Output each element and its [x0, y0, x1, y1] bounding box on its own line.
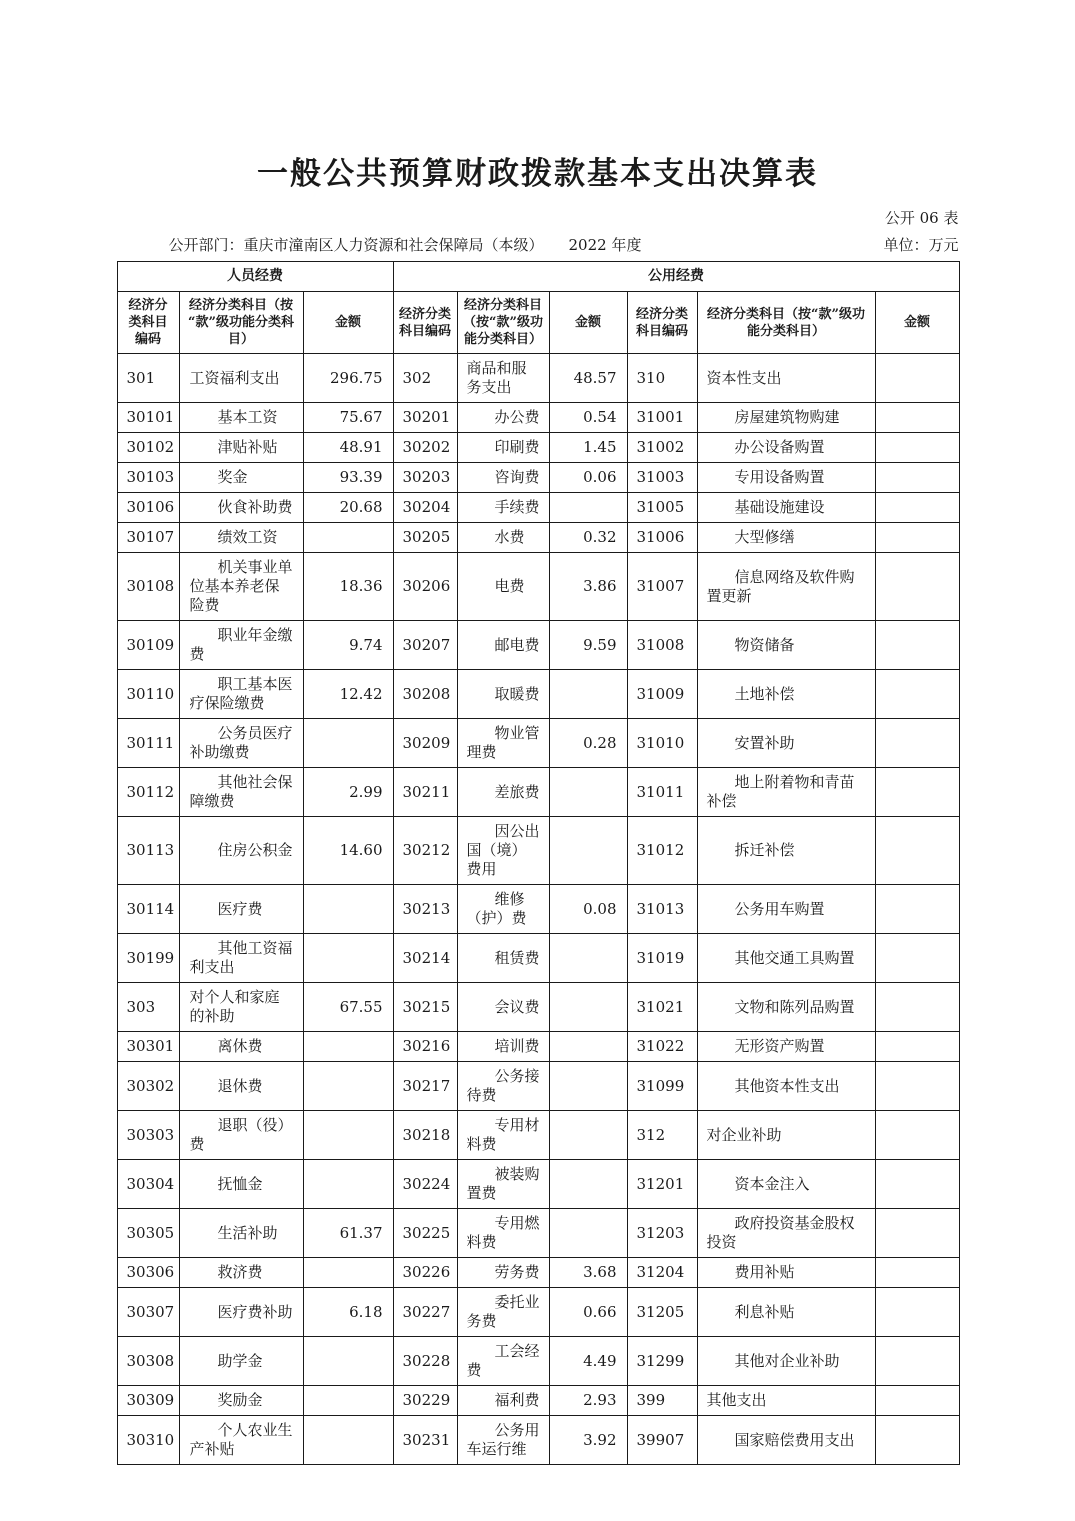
column-header-code-2: 经济分类科目编码	[393, 292, 457, 354]
amount-cell: 0.66	[549, 1288, 627, 1337]
subject-cell: 其他社会保障缴费	[179, 768, 303, 817]
code-cell: 30206	[393, 553, 457, 621]
code-cell: 30303	[117, 1111, 179, 1160]
amount-cell	[549, 1160, 627, 1209]
subject-cell: 专用燃料费	[457, 1209, 549, 1258]
table-row	[117, 1288, 959, 1337]
code-cell: 30111	[117, 719, 179, 768]
table-row	[117, 1337, 959, 1386]
code-cell: 30108	[117, 553, 179, 621]
subject-cell: 医疗费补助	[179, 1288, 303, 1337]
table-body	[117, 354, 959, 1465]
amount-cell	[549, 1111, 627, 1160]
amount-cell: 3.86	[549, 553, 627, 621]
amount-cell	[303, 1032, 393, 1062]
subject-cell: 专用材料费	[457, 1111, 549, 1160]
subject-cell: 文物和陈列品购置	[697, 983, 875, 1032]
code-cell: 31299	[627, 1337, 697, 1386]
amount-cell	[875, 1416, 959, 1465]
table-row	[117, 1032, 959, 1062]
amount-cell	[875, 354, 959, 403]
subject-cell: 会议费	[457, 983, 549, 1032]
code-cell: 30227	[393, 1288, 457, 1337]
amount-cell	[549, 768, 627, 817]
subject-cell: 抚恤金	[179, 1160, 303, 1209]
code-cell: 30204	[393, 493, 457, 523]
code-cell: 31003	[627, 463, 697, 493]
code-cell: 31011	[627, 768, 697, 817]
subject-cell: 被装购置费	[457, 1160, 549, 1209]
subject-cell: 取暖费	[457, 670, 549, 719]
table-row	[117, 463, 959, 493]
subject-cell: 办公设备购置	[697, 433, 875, 463]
subject-cell: 培训费	[457, 1032, 549, 1062]
column-header-subject-2: 经济分类科目（按“款”级功能分类科目）	[457, 292, 549, 354]
code-cell: 30103	[117, 463, 179, 493]
code-cell: 30217	[393, 1062, 457, 1111]
table-row	[117, 1062, 959, 1111]
subject-cell: 大型修缮	[697, 523, 875, 553]
amount-cell: 296.75	[303, 354, 393, 403]
subject-cell: 对个人和家庭的补助	[179, 983, 303, 1032]
code-cell: 30199	[117, 934, 179, 983]
subject-cell: 商品和服务支出	[457, 354, 549, 403]
amount-cell	[303, 1386, 393, 1416]
group-header-personnel: 人员经费	[117, 262, 393, 292]
amount-cell	[303, 719, 393, 768]
subject-cell: 电费	[457, 553, 549, 621]
subject-cell: 无形资产购置	[697, 1032, 875, 1062]
subject-cell: 资本金注入	[697, 1160, 875, 1209]
amount-cell	[875, 463, 959, 493]
code-cell: 31005	[627, 493, 697, 523]
amount-cell	[303, 1337, 393, 1386]
amount-cell	[549, 670, 627, 719]
table-code-label: 公开 06 表	[884, 209, 959, 227]
code-cell: 30201	[393, 403, 457, 433]
code-cell: 30101	[117, 403, 179, 433]
code-cell: 31099	[627, 1062, 697, 1111]
amount-cell: 61.37	[303, 1209, 393, 1258]
subject-cell: 其他资本性支出	[697, 1062, 875, 1111]
table-row	[117, 403, 959, 433]
subject-cell: 奖励金	[179, 1386, 303, 1416]
table-row	[117, 670, 959, 719]
code-cell: 30211	[393, 768, 457, 817]
code-cell: 31013	[627, 885, 697, 934]
code-cell: 31012	[627, 817, 697, 885]
subject-cell: 伙食补助费	[179, 493, 303, 523]
subject-cell: 救济费	[179, 1258, 303, 1288]
code-cell: 30109	[117, 621, 179, 670]
amount-cell	[875, 885, 959, 934]
amount-cell: 67.55	[303, 983, 393, 1032]
column-header-subject-1: 经济分类科目（按“款”级功能分类科目）	[179, 292, 303, 354]
subject-cell: 其他交通工具购置	[697, 934, 875, 983]
code-cell: 30110	[117, 670, 179, 719]
table-row	[117, 1386, 959, 1416]
subject-cell: 房屋建筑物购建	[697, 403, 875, 433]
fiscal-year-label: 2022 年度	[568, 236, 642, 254]
amount-cell	[549, 934, 627, 983]
amount-cell	[303, 1416, 393, 1465]
code-cell: 30209	[393, 719, 457, 768]
subject-cell: 生活补助	[179, 1209, 303, 1258]
subject-cell: 物业管理费	[457, 719, 549, 768]
subject-cell: 邮电费	[457, 621, 549, 670]
amount-cell	[875, 1288, 959, 1337]
code-cell: 31022	[627, 1032, 697, 1062]
amount-cell	[875, 983, 959, 1032]
code-cell: 30202	[393, 433, 457, 463]
code-cell: 30228	[393, 1337, 457, 1386]
code-cell: 30106	[117, 493, 179, 523]
amount-cell: 18.36	[303, 553, 393, 621]
group-header-public: 公用经费	[393, 262, 959, 292]
department-label: 公开部门：重庆市潼南区人力资源和社会保障局（本级）	[168, 236, 544, 254]
subject-cell: 其他工资福利支出	[179, 934, 303, 983]
code-cell: 30114	[117, 885, 179, 934]
code-cell: 30113	[117, 817, 179, 885]
subject-cell: 对企业补助	[697, 1111, 875, 1160]
code-cell: 30225	[393, 1209, 457, 1258]
table-row	[117, 1160, 959, 1209]
amount-cell: 1.45	[549, 433, 627, 463]
code-cell: 31203	[627, 1209, 697, 1258]
code-cell: 39907	[627, 1416, 697, 1465]
code-cell: 30301	[117, 1032, 179, 1062]
subject-cell: 机关事业单位基本养老保险费	[179, 553, 303, 621]
table-row	[117, 1416, 959, 1465]
code-cell: 30306	[117, 1258, 179, 1288]
column-header-code-1: 经济分类科目编码	[117, 292, 179, 354]
amount-cell: 2.93	[549, 1386, 627, 1416]
subject-cell: 委托业务费	[457, 1288, 549, 1337]
table-row	[117, 553, 959, 621]
amount-cell	[549, 493, 627, 523]
amount-cell	[303, 1258, 393, 1288]
amount-cell	[875, 1062, 959, 1111]
amount-cell: 9.74	[303, 621, 393, 670]
amount-cell: 3.68	[549, 1258, 627, 1288]
code-cell: 30229	[393, 1386, 457, 1416]
amount-cell	[875, 1386, 959, 1416]
group-header-row	[117, 262, 959, 292]
subject-cell: 退职（役）费	[179, 1111, 303, 1160]
subject-cell: 地上附着物和青苗补偿	[697, 768, 875, 817]
amount-cell	[875, 493, 959, 523]
code-cell: 30208	[393, 670, 457, 719]
amount-cell	[303, 1160, 393, 1209]
table-row	[117, 983, 959, 1032]
amount-cell: 93.39	[303, 463, 393, 493]
column-header-code-3: 经济分类科目编码	[627, 292, 697, 354]
code-cell: 30207	[393, 621, 457, 670]
table-row	[117, 354, 959, 403]
code-cell: 31007	[627, 553, 697, 621]
subject-cell: 资本性支出	[697, 354, 875, 403]
code-cell: 30213	[393, 885, 457, 934]
column-header-row	[117, 292, 959, 354]
code-cell: 31204	[627, 1258, 697, 1288]
subject-cell: 公务用车运行维	[457, 1416, 549, 1465]
amount-cell	[875, 1111, 959, 1160]
amount-cell	[303, 934, 393, 983]
code-cell: 31006	[627, 523, 697, 553]
code-cell: 312	[627, 1111, 697, 1160]
amount-cell	[549, 1032, 627, 1062]
subject-cell: 津贴补贴	[179, 433, 303, 463]
table-row	[117, 493, 959, 523]
subject-cell: 安置补助	[697, 719, 875, 768]
amount-cell: 48.91	[303, 433, 393, 463]
subject-cell: 其他对企业补助	[697, 1337, 875, 1386]
subject-cell: 个人农业生产补贴	[179, 1416, 303, 1465]
code-cell: 30310	[117, 1416, 179, 1465]
subject-cell: 印刷费	[457, 433, 549, 463]
code-cell: 30302	[117, 1062, 179, 1111]
amount-cell	[875, 523, 959, 553]
amount-cell: 20.68	[303, 493, 393, 523]
subject-cell: 国家赔偿费用支出	[697, 1416, 875, 1465]
subject-cell: 费用补贴	[697, 1258, 875, 1288]
code-cell: 303	[117, 983, 179, 1032]
subject-cell: 基本工资	[179, 403, 303, 433]
amount-cell	[875, 433, 959, 463]
amount-cell: 48.57	[549, 354, 627, 403]
amount-cell	[303, 885, 393, 934]
amount-cell	[875, 817, 959, 885]
amount-cell	[549, 817, 627, 885]
amount-cell	[875, 719, 959, 768]
amount-cell: 0.08	[549, 885, 627, 934]
amount-cell	[875, 1258, 959, 1288]
amount-cell	[875, 403, 959, 433]
code-cell: 31008	[627, 621, 697, 670]
subject-cell: 公务接待费	[457, 1062, 549, 1111]
code-cell: 31002	[627, 433, 697, 463]
subject-cell: 办公费	[457, 403, 549, 433]
table-row	[117, 523, 959, 553]
code-cell: 30231	[393, 1416, 457, 1465]
subject-cell: 基础设施建设	[697, 493, 875, 523]
amount-cell: 3.92	[549, 1416, 627, 1465]
table-row	[117, 885, 959, 934]
table-row	[117, 1111, 959, 1160]
code-cell: 30216	[393, 1032, 457, 1062]
code-cell: 30305	[117, 1209, 179, 1258]
code-cell: 31201	[627, 1160, 697, 1209]
code-cell: 30102	[117, 433, 179, 463]
subject-cell: 信息网络及软件购置更新	[697, 553, 875, 621]
subject-cell: 因公出国（境）费用	[457, 817, 549, 885]
table-row	[117, 433, 959, 463]
table-row	[117, 934, 959, 983]
code-cell: 30214	[393, 934, 457, 983]
subject-cell: 工会经费	[457, 1337, 549, 1386]
subject-cell: 手续费	[457, 493, 549, 523]
subject-cell: 其他支出	[697, 1386, 875, 1416]
amount-cell: 0.54	[549, 403, 627, 433]
amount-cell	[549, 1062, 627, 1111]
code-cell: 31010	[627, 719, 697, 768]
amount-cell	[875, 934, 959, 983]
amount-cell: 4.49	[549, 1337, 627, 1386]
subject-cell: 租赁费	[457, 934, 549, 983]
code-cell: 30226	[393, 1258, 457, 1288]
code-cell: 30112	[117, 768, 179, 817]
column-header-subject-3: 经济分类科目（按“款”级功能分类科目）	[697, 292, 875, 354]
subject-cell: 职工基本医疗保险缴费	[179, 670, 303, 719]
budget-table	[117, 261, 960, 1465]
code-cell: 31009	[627, 670, 697, 719]
amount-cell	[875, 553, 959, 621]
amount-cell: 0.06	[549, 463, 627, 493]
subject-cell: 维修（护）费	[457, 885, 549, 934]
code-cell: 30307	[117, 1288, 179, 1337]
subject-cell: 差旅费	[457, 768, 549, 817]
meta-row	[117, 234, 959, 258]
column-header-amount-1: 金额	[303, 292, 393, 354]
code-cell: 30218	[393, 1111, 457, 1160]
code-cell: 31021	[627, 983, 697, 1032]
table-row	[117, 817, 959, 885]
code-cell: 30308	[117, 1337, 179, 1386]
subject-cell: 劳务费	[457, 1258, 549, 1288]
table-row	[117, 768, 959, 817]
amount-cell	[875, 1160, 959, 1209]
amount-cell: 14.60	[303, 817, 393, 885]
amount-cell	[303, 1111, 393, 1160]
code-cell: 30309	[117, 1386, 179, 1416]
subject-cell: 离休费	[179, 1032, 303, 1062]
code-cell: 30224	[393, 1160, 457, 1209]
subject-cell: 福利费	[457, 1386, 549, 1416]
subject-cell: 专用设备购置	[697, 463, 875, 493]
amount-cell	[875, 1209, 959, 1258]
table-row	[117, 1258, 959, 1288]
subject-cell: 利息补贴	[697, 1288, 875, 1337]
subject-cell: 公务员医疗补助缴费	[179, 719, 303, 768]
subject-cell: 职业年金缴费	[179, 621, 303, 670]
code-cell: 302	[393, 354, 457, 403]
code-cell: 30215	[393, 983, 457, 1032]
amount-cell	[875, 768, 959, 817]
amount-cell: 75.67	[303, 403, 393, 433]
subject-cell: 住房公积金	[179, 817, 303, 885]
code-cell: 30205	[393, 523, 457, 553]
code-cell: 31019	[627, 934, 697, 983]
code-cell: 30212	[393, 817, 457, 885]
column-header-amount-3: 金额	[875, 292, 959, 354]
subject-cell: 公务用车购置	[697, 885, 875, 934]
code-cell: 30107	[117, 523, 179, 553]
table-head	[117, 262, 959, 354]
subject-cell: 奖金	[179, 463, 303, 493]
subject-cell: 土地补偿	[697, 670, 875, 719]
amount-cell	[303, 1062, 393, 1111]
amount-cell	[303, 523, 393, 553]
code-cell: 31001	[627, 403, 697, 433]
unit-label: 单位：万元	[883, 236, 959, 254]
subject-cell: 政府投资基金股权投资	[697, 1209, 875, 1258]
subject-cell: 医疗费	[179, 885, 303, 934]
subject-cell: 咨询费	[457, 463, 549, 493]
amount-cell	[549, 983, 627, 1032]
column-header-amount-2: 金额	[549, 292, 627, 354]
amount-cell: 12.42	[303, 670, 393, 719]
table-row	[117, 621, 959, 670]
page-title: 一般公共预算财政拨款基本支出决算表	[257, 156, 818, 192]
amount-cell: 9.59	[549, 621, 627, 670]
subject-cell: 助学金	[179, 1337, 303, 1386]
table-row	[117, 1209, 959, 1258]
code-cell: 310	[627, 354, 697, 403]
amount-cell	[875, 621, 959, 670]
code-cell: 31205	[627, 1288, 697, 1337]
amount-cell: 2.99	[303, 768, 393, 817]
amount-cell	[549, 1209, 627, 1258]
code-cell: 301	[117, 354, 179, 403]
amount-cell: 6.18	[303, 1288, 393, 1337]
subject-cell: 绩效工资	[179, 523, 303, 553]
amount-cell	[875, 1337, 959, 1386]
subject-cell: 退休费	[179, 1062, 303, 1111]
amount-cell	[875, 670, 959, 719]
subject-cell: 工资福利支出	[179, 354, 303, 403]
table-row	[117, 719, 959, 768]
code-cell: 30203	[393, 463, 457, 493]
amount-cell: 0.28	[549, 719, 627, 768]
subject-cell: 水费	[457, 523, 549, 553]
subject-cell: 物资储备	[697, 621, 875, 670]
subject-cell: 拆迁补偿	[697, 817, 875, 885]
code-cell: 30304	[117, 1160, 179, 1209]
amount-cell: 0.32	[549, 523, 627, 553]
code-cell: 399	[627, 1386, 697, 1416]
amount-cell	[875, 1032, 959, 1062]
